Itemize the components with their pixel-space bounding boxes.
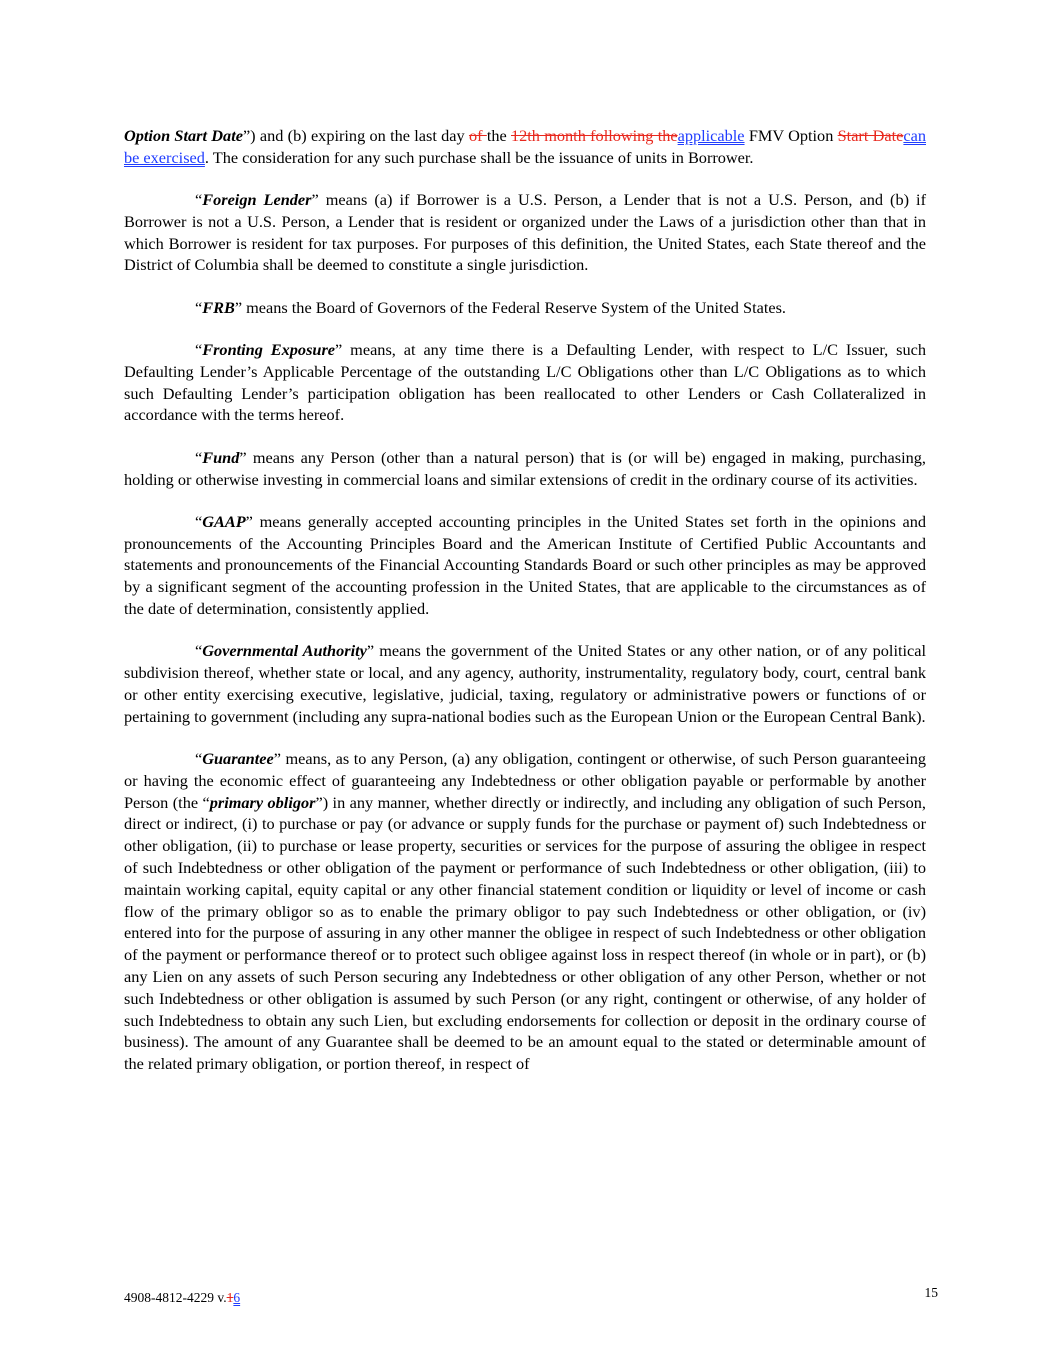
text: FMV Option — [744, 126, 838, 145]
deleted-text: 12th month following the — [511, 126, 678, 145]
definition-fronting-exposure — [124, 339, 926, 426]
definition-governmental-authority — [124, 640, 926, 727]
page-number: 15 — [924, 1285, 938, 1300]
definition-text: ” means any Person (other than a natural person) that is (or will be) engaged in making, purchasing, holding or otherwise investing in commercial loans and similar extensions of credit in the ordinary course of its activities. — [124, 447, 926, 489]
inserted-text: applicable — [677, 126, 745, 145]
definition-text: ” means generally accepted accounting principles in the United States set forth in the opinions and pronouncements of the Accounting Principles Board and the American Institute of Certified Public Accountants and statements and pronouncements of the Financial Accounting Standards Board or such other principles as may be approved by a significant segment of the accounting profession in the United States, that are applicable to the circumstances as of the date of determination, consistently applied. — [124, 511, 926, 619]
definition-gaap — [124, 511, 926, 620]
defined-term: GAAP — [202, 511, 246, 531]
inserted-version: 6 — [233, 1290, 241, 1305]
paragraph-option-start-date — [124, 125, 926, 169]
deleted-text: of — [468, 126, 487, 145]
open-quote: “ — [195, 511, 203, 531]
open-quote: “ — [195, 641, 203, 661]
definition-fund — [124, 447, 926, 491]
open-quote: “ — [195, 340, 203, 360]
inserted-text: can be exercised — [124, 126, 926, 167]
defined-term: Option Start Date — [124, 126, 243, 145]
deleted-text: Start Date — [837, 126, 904, 145]
definition-text: ” means the Board of Governors of the Federal Reserve System of the United States. — [234, 297, 786, 317]
text: ”) and (b) expiring on the last day — [242, 126, 469, 145]
definition-text: ” means the government of the United States or any other nation, or of any political subdivision thereof, whether state or local, and any agency, authority, instrumentality, regulatory body, court, central bank or other entity exercising executive, legislative, judicial, taxing, regulatory or administrative powers or functions of or pertaining to government (including any supra-national bodies such as the European Union or the European Central Bank). — [124, 641, 926, 726]
definition-text: ”) in any manner, whether directly or indirectly, and including any obligation of such Person, direct or indirect, (i) to purchase or pay (or advance or supply funds for the purchase or payment of) such Indebtedness or other obligation, (ii) to purchase or lease property, securities or services for the purpose of assuring the obligee in respect of such Indebtedness or other obligation of the payment or performance of such Indebtedness or other obligation, (iii) to maintain working capital, equity capital or any other financial statement condition or liquidity or level of income or cash flow of the primary obligor so as to enable the primary obligor to pay such Indebtedness or other obligation, or (iv) entered into for the purpose of assuring in any other manner the obligee in respect of such Indebtedness or other obligation of the payment or performance thereof or to protect such obligee against loss in respect thereof (in whole or in part), or (b) any Lien on any assets of such Person securing any Indebtedness or other obligation of any other Person, whether or not such Indebtedness or other obligation is assumed by such Person (or any right, contingent or otherwise, of any holder of such Indebtedness to obtain any such Lien, but excluding endorsements for collection or deposit in the ordinary course of business). The amount of any Guarantee shall be deemed to be an amount equal to the stated or determinable amount of the related primary obligation, or portion thereof, in respect of — [124, 792, 926, 1074]
definition-text: ” means, at any time there is a Defaulting Lender, with respect to L/C Issuer, such Defaulting Lender’s Applicable Percentage of the outstanding L/C Obligations other than L/C Obligations as to which such Defaulting Lender’s participation obligation has been reallocated to other Lenders or Cash Collateralized in accordance with the terms hereof. — [124, 340, 926, 425]
defined-term: Guarantee — [202, 749, 274, 769]
open-quote: “ — [195, 749, 203, 769]
definition-text: ” means (a) if Borrower is a U.S. Person, a Lender that is not a U.S. Person, and (b) if Borrower is not a U.S. Person, a Lender that is resident or organized under the Laws of a jurisdiction other than that in which Borrower is resident for tax purposes. For purposes of this definition, the United States, each State thereof and the District of Columbia shall be deemed to constitute a single jurisdiction. — [124, 190, 926, 275]
deleted-version: 1 — [226, 1290, 234, 1305]
document-id: 4908-4812-4229 v. — [124, 1290, 227, 1305]
defined-term: FRB — [202, 297, 235, 317]
defined-term: Fronting Exposure — [202, 340, 336, 360]
text: . The consideration for any such purchase shall be the issuance of units in Borrower. — [204, 147, 754, 167]
defined-term-primary-obligor: primary obligor — [209, 792, 316, 812]
defined-term: Governmental Authority — [202, 641, 367, 661]
open-quote: “ — [195, 447, 203, 467]
definition-foreign-lender — [124, 189, 926, 276]
document-body — [124, 125, 926, 1095]
document-id-footer — [124, 1290, 240, 1306]
definition-guarantee — [124, 748, 926, 1075]
defined-term: Fund — [202, 447, 240, 467]
open-quote: “ — [195, 297, 203, 317]
open-quote: “ — [195, 190, 203, 210]
defined-term: Foreign Lender — [202, 190, 312, 210]
definition-frb — [124, 297, 926, 319]
text: the — [486, 126, 511, 145]
definition-text: ” means, as to any Person, (a) any obligation, contingent or otherwise, of such Person guaranteeing or having the economic effect of guaranteeing any Indebtedness or other obligation payable or performable by another Person (the “ — [124, 749, 926, 812]
